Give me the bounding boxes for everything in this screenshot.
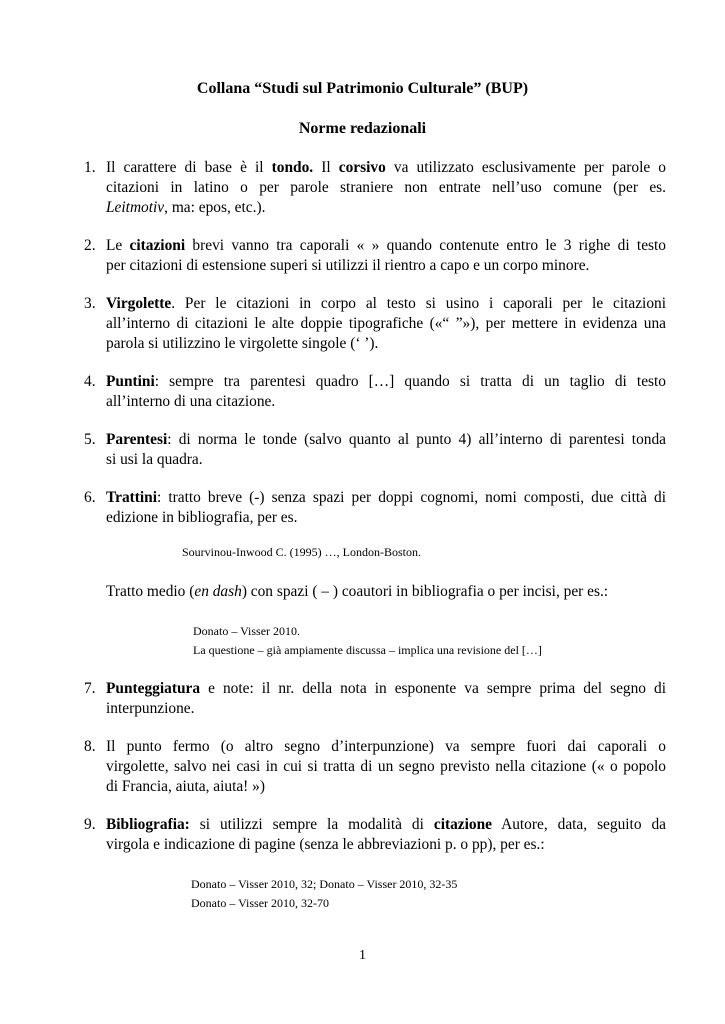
rule-item-1: 1. Il carattere di base è il tondo. Il corsivo va utilizzato esclusivamente per parole o citazioni in latino o per parole straniere non entrate nell’uso comune (per es. Leitmotiv, ma: epos, etc.).	[84, 159, 666, 216]
series-title: Collana “Studi sul Patrimonio Culturale” (BUP)	[196, 80, 529, 97]
item-number: 8.	[84, 738, 96, 755]
example-citation-1: Donato – Visser 2010, 32; Donato – Visser 2010, 32-35	[191, 877, 458, 891]
rule-item-4: 4. Puntini: sempre tra parentesi quadro […] quando si tratta di un taglio di testo all’interno di una citazione.	[84, 373, 666, 410]
item-number: 4.	[84, 373, 96, 390]
example-citation-2: Donato – Visser 2010, 32-70	[191, 896, 330, 910]
item-number: 9.	[84, 816, 96, 833]
rule-item-8: 8. Il punto fermo (o altro segno d’interpunzione) va sempre fuori dai caporali o virgolette, salvo nei casi in cui si tratta di un segno previsto nella citazione (« o popolo di Francia, aiuta, aiuta! »)	[84, 738, 666, 795]
example-en-dash-1: Donato – Visser 2010.	[193, 624, 301, 638]
rule-item-2: 2. Le citazioni brevi vanno tra caporali « » quando contenute entro le 3 righe di testo per citazioni di estensione superi si utilizzi il rientro a capo e un corpo minore.	[84, 237, 666, 274]
item-number: 5.	[84, 431, 96, 448]
example-hyphen: Sourvinou-Inwood C. (1995) …, London-Boston.	[182, 545, 421, 559]
section-heading: Norme redazionali	[298, 120, 427, 137]
rule-item-6: 6. Trattini: tratto breve (-) senza spazi per doppi cognomi, nomi composti, due città di edizione in bibliografia, per es.	[84, 489, 666, 526]
item-number: 3.	[84, 295, 96, 312]
rule-item-9: 9. Bibliografia: si utilizzi sempre la modalità di citazione Autore, data, seguito da virgola e indicazione di pagine (senza le abbreviazioni p. o pp), per es.:	[84, 816, 667, 853]
example-en-dash-2: La questione – già ampiamente discussa – implica una revisione del […]	[193, 643, 542, 657]
rule-item-7: 7. Punteggiatura e note: il nr. della nota in esponente va sempre prima del segno di interpunzione.	[84, 680, 666, 717]
item-number: 6.	[84, 489, 96, 506]
item-number: 7.	[84, 680, 96, 697]
item-number: 2.	[84, 237, 96, 254]
rule-item-3: 3. Virgolette. Per le citazioni in corpo al testo si usino i caporali per le citazioni all’interno di citazioni le alte doppie tipografiche («“ ”»), per mettere in evidenza una parola si utilizzino le virgolette singole (‘ ’).	[84, 295, 666, 352]
item-number: 1.	[84, 159, 96, 176]
en-dash-paragraph: Tratto medio (en dash) con spazi ( – ) coautori in bibliografia o per incisi, per es.:	[106, 583, 609, 600]
page-number: 1	[359, 948, 366, 963]
rule-item-5: 5. Parentesi: di norma le tonde (salvo quanto al punto 4) all’interno di parentesi tonda si usi la quadra.	[84, 431, 666, 468]
